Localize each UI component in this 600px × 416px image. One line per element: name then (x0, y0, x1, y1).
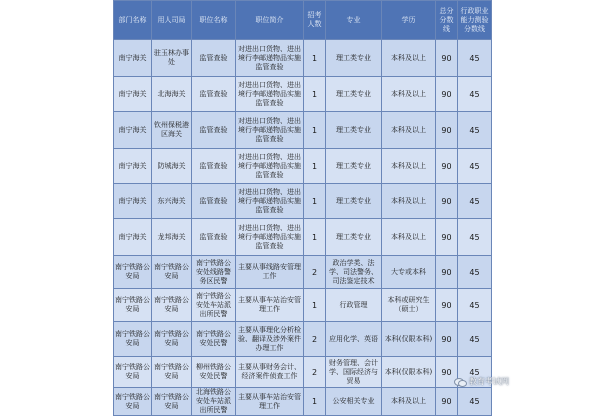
cell-aptitude-cutoff: 45 (458, 322, 492, 357)
cell-headcount: 2 (304, 357, 326, 388)
cell-position-summary: 主要从事车站治安管理工作 (236, 289, 304, 322)
table-row (114, 77, 492, 112)
cell-aptitude-cutoff: 45 (458, 289, 492, 322)
cell-hiring-bureau: 龙邦海关 (152, 219, 192, 256)
cell-department: 南宁铁路公安局 (114, 289, 152, 322)
cell-hiring-bureau: 北海海关 (152, 77, 192, 112)
cell-department: 南宁铁路公安局 (114, 322, 152, 357)
cell-position-name: 监管查验 (192, 112, 236, 149)
header-education: 学历 (382, 1, 436, 40)
cell-education: 本科及以上 (382, 219, 436, 256)
cell-position-summary: 主要从事车站治安管理工作 (236, 388, 304, 416)
cell-department: 南宁铁路公安局 (114, 357, 152, 388)
cell-aptitude-cutoff: 45 (458, 149, 492, 184)
table-row (114, 322, 492, 357)
table-header-row (114, 1, 492, 40)
table-row (114, 40, 492, 77)
table-row (114, 256, 492, 289)
cell-position-summary: 对进出口货物、进出境行李邮递物品实施监管查验 (236, 219, 304, 256)
cell-headcount: 1 (304, 219, 326, 256)
cell-major: 理工类专业 (326, 149, 382, 184)
cell-position-summary: 主要从事理化分析检验、翻译及涉外案件办理工作 (236, 322, 304, 357)
cell-headcount: 1 (304, 149, 326, 184)
cell-major: 财务管理、会计学、国际经济与贸易 (326, 357, 382, 388)
cell-major: 行政管理 (326, 289, 382, 322)
recruitment-table (113, 0, 492, 416)
cell-aptitude-cutoff: 45 (458, 184, 492, 219)
cell-education: 本科及以上 (382, 184, 436, 219)
cell-major: 理工类专业 (326, 112, 382, 149)
cell-hiring-bureau: 防城海关 (152, 149, 192, 184)
cell-hiring-bureau: 南宁铁路公安局 (152, 357, 192, 388)
cell-hiring-bureau: 东兴海关 (152, 184, 192, 219)
cell-department: 南宁海关 (114, 112, 152, 149)
cell-position-summary: 对进出口货物、进出境行李邮递物品实施监管查验 (236, 149, 304, 184)
cell-total-cutoff: 90 (436, 322, 458, 357)
cell-education: 本科及以上 (382, 112, 436, 149)
cell-position-summary: 对进出口货物、进出境行李邮递物品实施监管查验 (236, 40, 304, 77)
table-row (114, 219, 492, 256)
cell-major: 理工类专业 (326, 77, 382, 112)
header-position-summary: 职位简介 (236, 1, 304, 40)
cell-education: 大专或本科 (382, 256, 436, 289)
cell-education: 本科及以上 (382, 149, 436, 184)
cell-education: 本科(仅限本科) (382, 357, 436, 388)
cell-aptitude-cutoff: 45 (458, 388, 492, 416)
cell-major: 应用化学、英语 (326, 322, 382, 357)
cell-hiring-bureau: 南宁铁路公安局 (152, 388, 192, 416)
header-position-name: 职位名称 (192, 1, 236, 40)
cell-position-name: 北海铁路公安处车站派出所民警 (192, 388, 236, 416)
cell-headcount: 1 (304, 112, 326, 149)
cell-headcount: 1 (304, 40, 326, 77)
cell-hiring-bureau: 驻玉林办事处 (152, 40, 192, 77)
cell-position-name: 监管查验 (192, 40, 236, 77)
cell-position-name: 南宁铁路公安处线路警务区民警 (192, 256, 236, 289)
header-major: 专业 (326, 1, 382, 40)
cell-major: 理工类专业 (326, 184, 382, 219)
cell-position-name: 南宁铁路公安处车站派出所民警 (192, 289, 236, 322)
cell-hiring-bureau: 南宁铁路公安局 (152, 289, 192, 322)
cell-aptitude-cutoff: 45 (458, 256, 492, 289)
cell-total-cutoff: 90 (436, 40, 458, 77)
cell-position-name: 监管查验 (192, 184, 236, 219)
table-row (114, 289, 492, 322)
cell-education: 本科(仅限本科) (382, 322, 436, 357)
cell-total-cutoff: 90 (436, 219, 458, 256)
cell-total-cutoff: 90 (436, 77, 458, 112)
cell-department: 南宁铁路公安局 (114, 256, 152, 289)
cell-aptitude-cutoff: 45 (458, 77, 492, 112)
cell-total-cutoff: 90 (436, 112, 458, 149)
cell-position-name: 柳州铁路公安处民警 (192, 357, 236, 388)
header-hiring-bureau: 用人司局 (152, 1, 192, 40)
cell-hiring-bureau: 南宁铁路公安局 (152, 322, 192, 357)
cell-education: 本科或研究生（硕士） (382, 289, 436, 322)
cell-position-name: 监管查验 (192, 149, 236, 184)
cell-major: 理工类专业 (326, 40, 382, 77)
table-row (114, 388, 492, 416)
header-headcount: 招考人数 (304, 1, 326, 40)
cell-major: 公安相关专业 (326, 388, 382, 416)
cell-position-summary: 对进出口货物、进出境行李邮递物品实施监管查验 (236, 112, 304, 149)
cell-position-summary: 对进出口货物、进出境行李邮递物品实施监管查验 (236, 184, 304, 219)
cell-position-summary: 主要从事财务会计、经济案件侦查工作 (236, 357, 304, 388)
cell-total-cutoff: 90 (436, 289, 458, 322)
cell-aptitude-cutoff: 45 (458, 219, 492, 256)
cell-total-cutoff: 90 (436, 357, 458, 388)
cell-department: 南宁海关 (114, 77, 152, 112)
cell-total-cutoff: 90 (436, 388, 458, 416)
cell-department: 南宁铁路公安局 (114, 388, 152, 416)
cell-position-name: 南宁铁路公安处民警 (192, 322, 236, 357)
cell-hiring-bureau: 南宁铁路公安局 (152, 256, 192, 289)
cell-aptitude-cutoff: 45 (458, 357, 492, 388)
cell-position-summary: 主要从事线路安管理工作 (236, 256, 304, 289)
header-department: 部门名称 (114, 1, 152, 40)
cell-education: 本科及以上 (382, 388, 436, 416)
cell-headcount: 1 (304, 184, 326, 219)
cell-total-cutoff: 90 (436, 256, 458, 289)
cell-aptitude-cutoff: 45 (458, 112, 492, 149)
watermark (454, 376, 509, 387)
cell-department: 南宁海关 (114, 184, 152, 219)
header-aptitude-cutoff: 行政职业能力测验分数线 (458, 1, 492, 40)
cell-education: 本科及以上 (382, 40, 436, 77)
cell-total-cutoff: 90 (436, 184, 458, 219)
chat-bubble-icon (454, 377, 466, 387)
cell-total-cutoff: 90 (436, 149, 458, 184)
table-row (114, 357, 492, 388)
header-total-cutoff: 总分分数线 (436, 1, 458, 40)
table-row (114, 184, 492, 219)
cell-headcount: 2 (304, 322, 326, 357)
table-row (114, 112, 492, 149)
table-row (114, 149, 492, 184)
cell-department: 南宁海关 (114, 149, 152, 184)
cell-hiring-bureau: 钦州保税港区海关 (152, 112, 192, 149)
cell-headcount: 2 (304, 256, 326, 289)
cell-position-name: 监管查验 (192, 219, 236, 256)
cell-position-name: 监管查验 (192, 77, 236, 112)
cell-position-summary: 对进出口货物、进出境行李邮递物品实施监管查验 (236, 77, 304, 112)
cell-aptitude-cutoff: 45 (458, 40, 492, 77)
cell-major: 政治学类、法学、司法警务、司法鉴定技术 (326, 256, 382, 289)
cell-department: 南宁海关 (114, 40, 152, 77)
cell-education: 本科及以上 (382, 77, 436, 112)
cell-headcount: 1 (304, 388, 326, 416)
cell-headcount: 1 (304, 77, 326, 112)
cell-headcount: 1 (304, 289, 326, 322)
cell-major: 理工类专业 (326, 219, 382, 256)
watermark-text: 教育考试网 (469, 377, 509, 386)
cell-department: 南宁海关 (114, 219, 152, 256)
